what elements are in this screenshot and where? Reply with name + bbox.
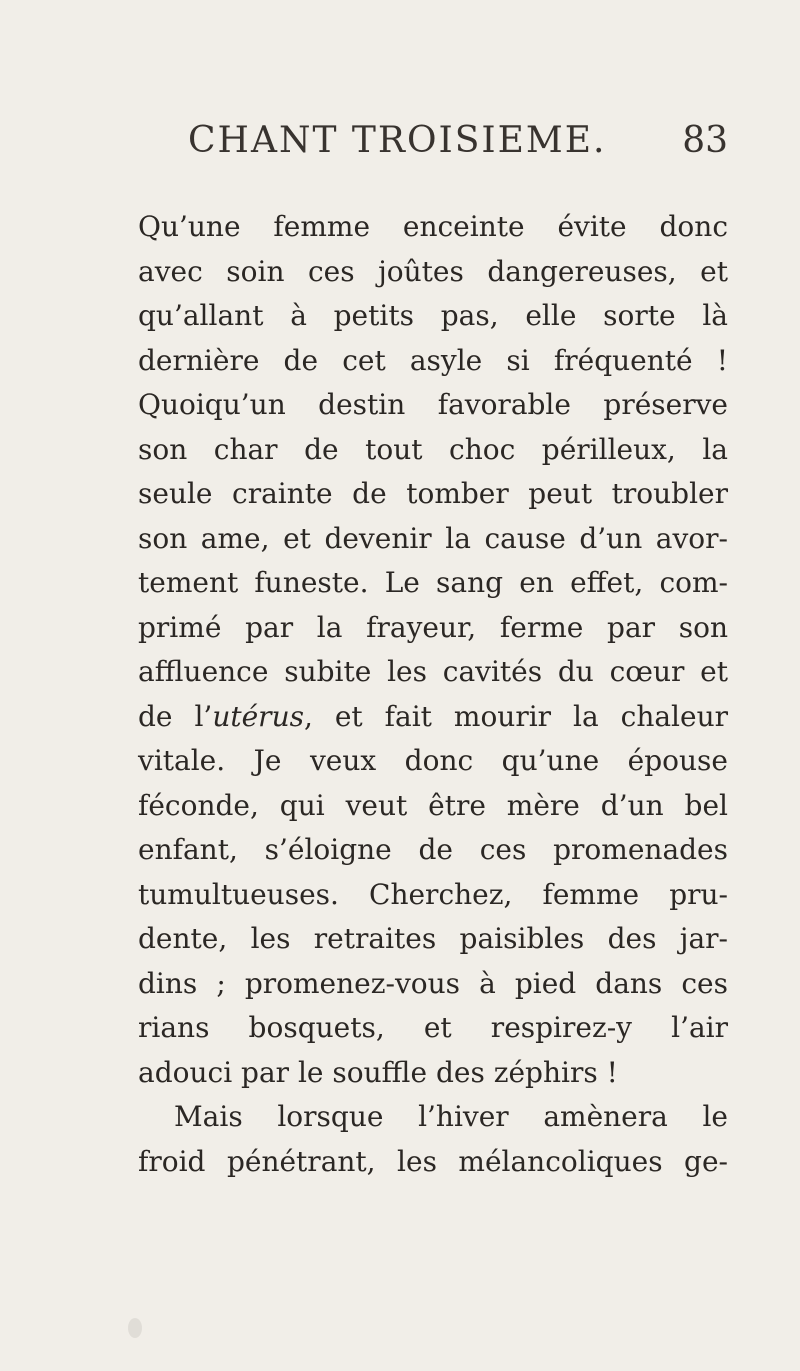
text-line: Mais lorsque l’hiver amènera le (174, 1100, 728, 1133)
text-line: seule crainte de tomber peut troubler (138, 477, 728, 510)
running-title: CHANT TROISIEME. (188, 120, 607, 161)
text-line: avec soin ces joûtes dangereuses, et (138, 254, 728, 288)
page-header (188, 120, 728, 180)
text-line: féconde, qui veut être mère d’un bel (138, 788, 728, 822)
text-line: son char de tout choc périlleux, la (138, 432, 728, 466)
paper-stain (128, 1318, 142, 1338)
text-line: dernière de cet asyle si fréquenté ! (138, 343, 728, 377)
text-line: tement funeste. Le sang en effet, com- (138, 566, 728, 599)
text-line: dente, les retraites paisibles des jar- (138, 922, 728, 955)
text-line-with-italic (138, 695, 728, 740)
page-number: 83 (682, 120, 728, 161)
text-line: qu’allant à petits pas, elle sorte là (138, 299, 728, 332)
text-line: adouci par le souffle des zéphirs ! (138, 1055, 618, 1089)
text-line: rians bosquets, et respirez-y l’air (138, 1011, 728, 1044)
text-line: vitale. Je veux donc qu’une épouse (138, 744, 728, 777)
text-line: Qu’une femme enceinte évite donc (138, 210, 728, 243)
text-line: dins ; promenez-vous à pied dans ces (138, 966, 728, 1000)
body-text (138, 205, 728, 1184)
text-line: primé par la frayeur, ferme par son (138, 610, 728, 644)
text-line: enfant, s’éloigne de ces promenades (138, 833, 728, 866)
text-segment: , et fait mourir la chaleur (303, 699, 729, 733)
text-line: froid pénétrant, les mélancoliques ge- (138, 1144, 728, 1178)
text-line: Quoiqu’un destin favorable préserve (138, 388, 728, 421)
text-segment: de l’ (138, 699, 213, 733)
text-line: son ame, et devenir la cause d’un avor- (138, 521, 728, 555)
text-line: affluence subite les cavités du cœur et (138, 655, 728, 688)
italic-word: utérus (212, 699, 304, 733)
text-line: tumultueuses. Cherchez, femme pru- (138, 877, 728, 911)
